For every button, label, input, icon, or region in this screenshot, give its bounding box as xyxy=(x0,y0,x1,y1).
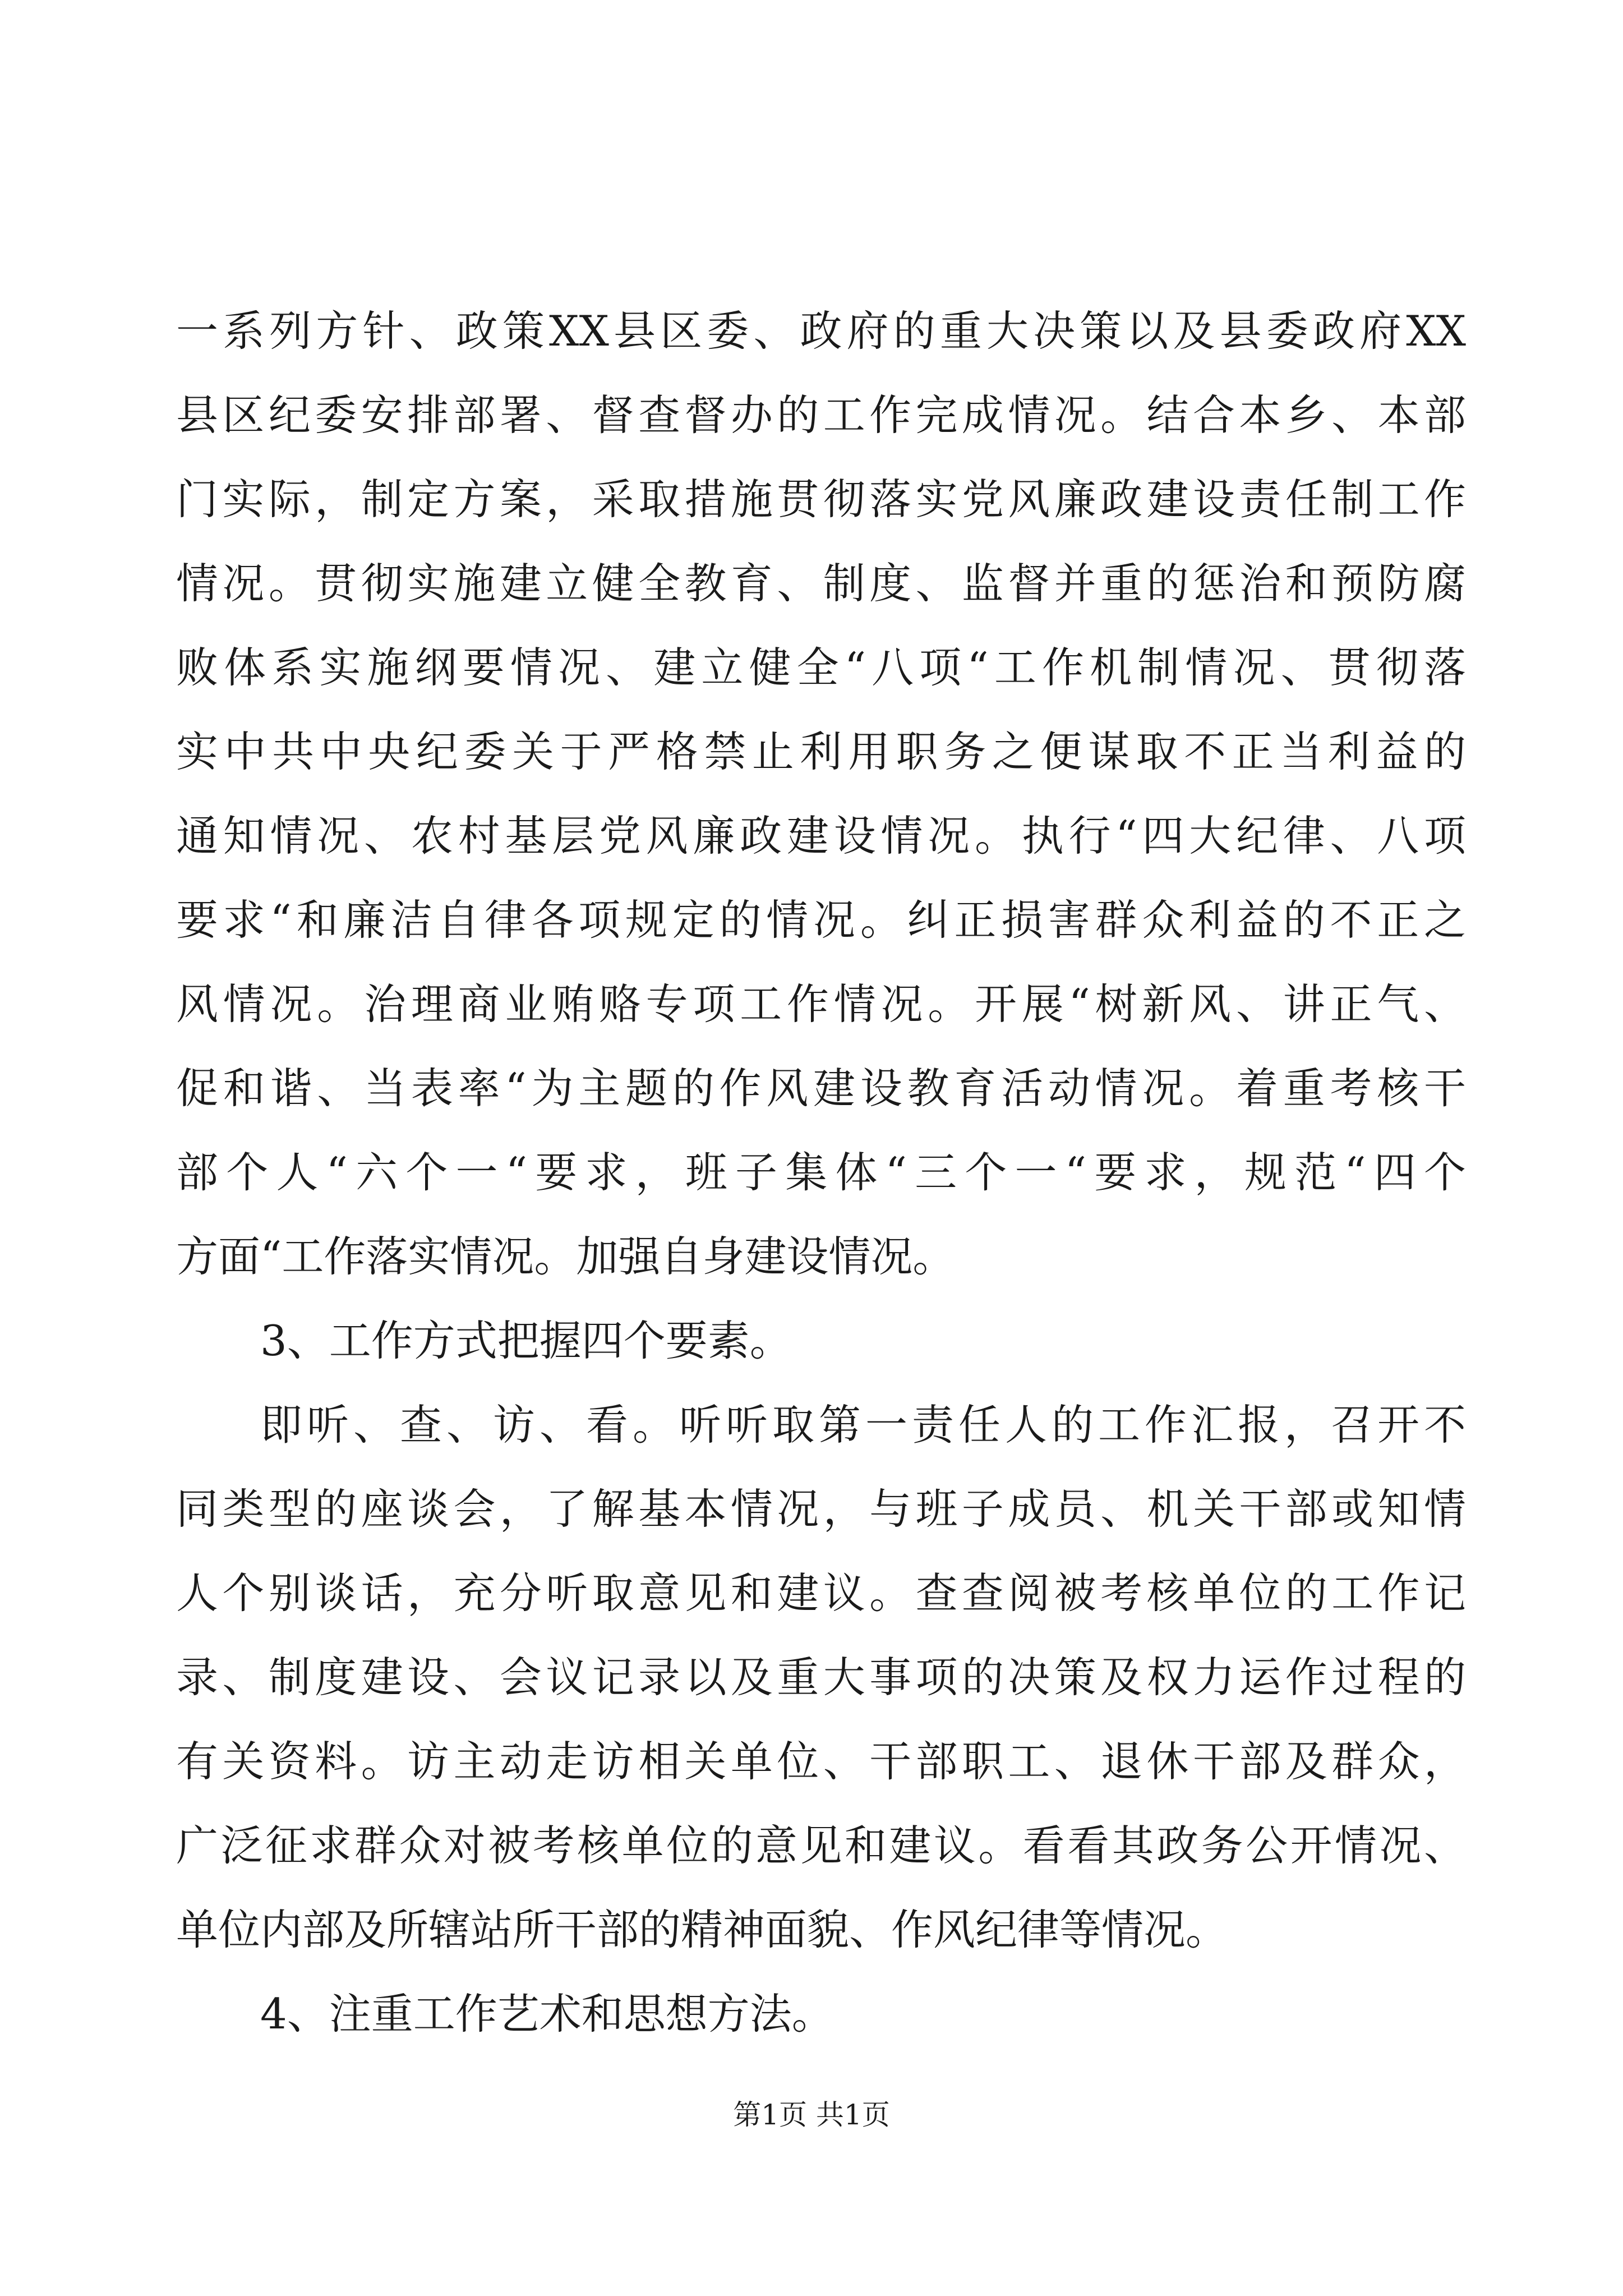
section-heading: 3、工作方式把握四个要素。 xyxy=(260,1316,792,1365)
body-text-line: 要求“和廉洁自律各项规定的情况。纠正损害群众利益的不正之 xyxy=(176,895,1466,945)
body-text-line: 风情况。治理商业贿赂专项工作情况。开展“树新风、讲正气、 xyxy=(176,979,1466,1029)
body-text-line: 败体系实施纲要情况、建立健全“八项“工作机制情况、贯彻落 xyxy=(176,643,1466,692)
body-text-line: 通知情况、农村基层党风廉政建设情况。执行“四大纪律、八项 xyxy=(176,811,1466,861)
body-text-line: 同类型的座谈会，了解基本情况，与班子成员、机关干部或知情 xyxy=(176,1484,1466,1534)
body-text-line: 即听、查、访、看。听听取第一责任人的工作汇报，召开不 xyxy=(260,1400,1466,1450)
body-text-line: 广泛征求群众对被考核单位的意见和建议。看看其政务公开情况、 xyxy=(176,1821,1466,1870)
body-text-line: 实中共中央纪委关于严格禁止利用职务之便谋取不正当利益的 xyxy=(176,727,1466,776)
body-text-line: 县区纪委安排部署、督查督办的工作完成情况。结合本乡、本部 xyxy=(176,390,1466,440)
page-footer: 第1页 共1页 xyxy=(733,2099,890,2131)
body-text-line: 门实际，制定方案，采取措施贯彻落实党风廉政建设责任制工作 xyxy=(176,475,1466,524)
body-text-line: 部个人“六个一“要求，班子集体“三个一“要求，规范“四个 xyxy=(176,1148,1466,1197)
section-heading: 4、注重工作艺术和思想方法。 xyxy=(260,1989,834,2039)
body-text-line: 方面“工作落实情况。加强自身建设情况。 xyxy=(176,1232,955,1281)
body-text-line: 有关资料。访主动走访相关单位、干部职工、退休干部及群众， xyxy=(176,1737,1466,1786)
body-text-line: 录、制度建设、会议记录以及重大事项的决策及权力运作过程的 xyxy=(176,1653,1466,1702)
body-text-line: 促和谐、当表率“为主题的作风建设教育活动情况。着重考核干 xyxy=(176,1064,1466,1113)
body-text-line: 单位内部及所辖站所干部的精神面貌、作风纪律等情况。 xyxy=(176,1905,1228,1954)
body-text-line: 一系列方针、政策XX县区委、政府的重大决策以及县委政府XX xyxy=(176,306,1466,356)
body-text-line: 情况。贯彻实施建立健全教育、制度、监督并重的惩治和预防腐 xyxy=(176,559,1466,608)
body-text-line: 人个别谈话，充分听取意见和建议。查查阅被考核单位的工作记 xyxy=(176,1568,1466,1618)
